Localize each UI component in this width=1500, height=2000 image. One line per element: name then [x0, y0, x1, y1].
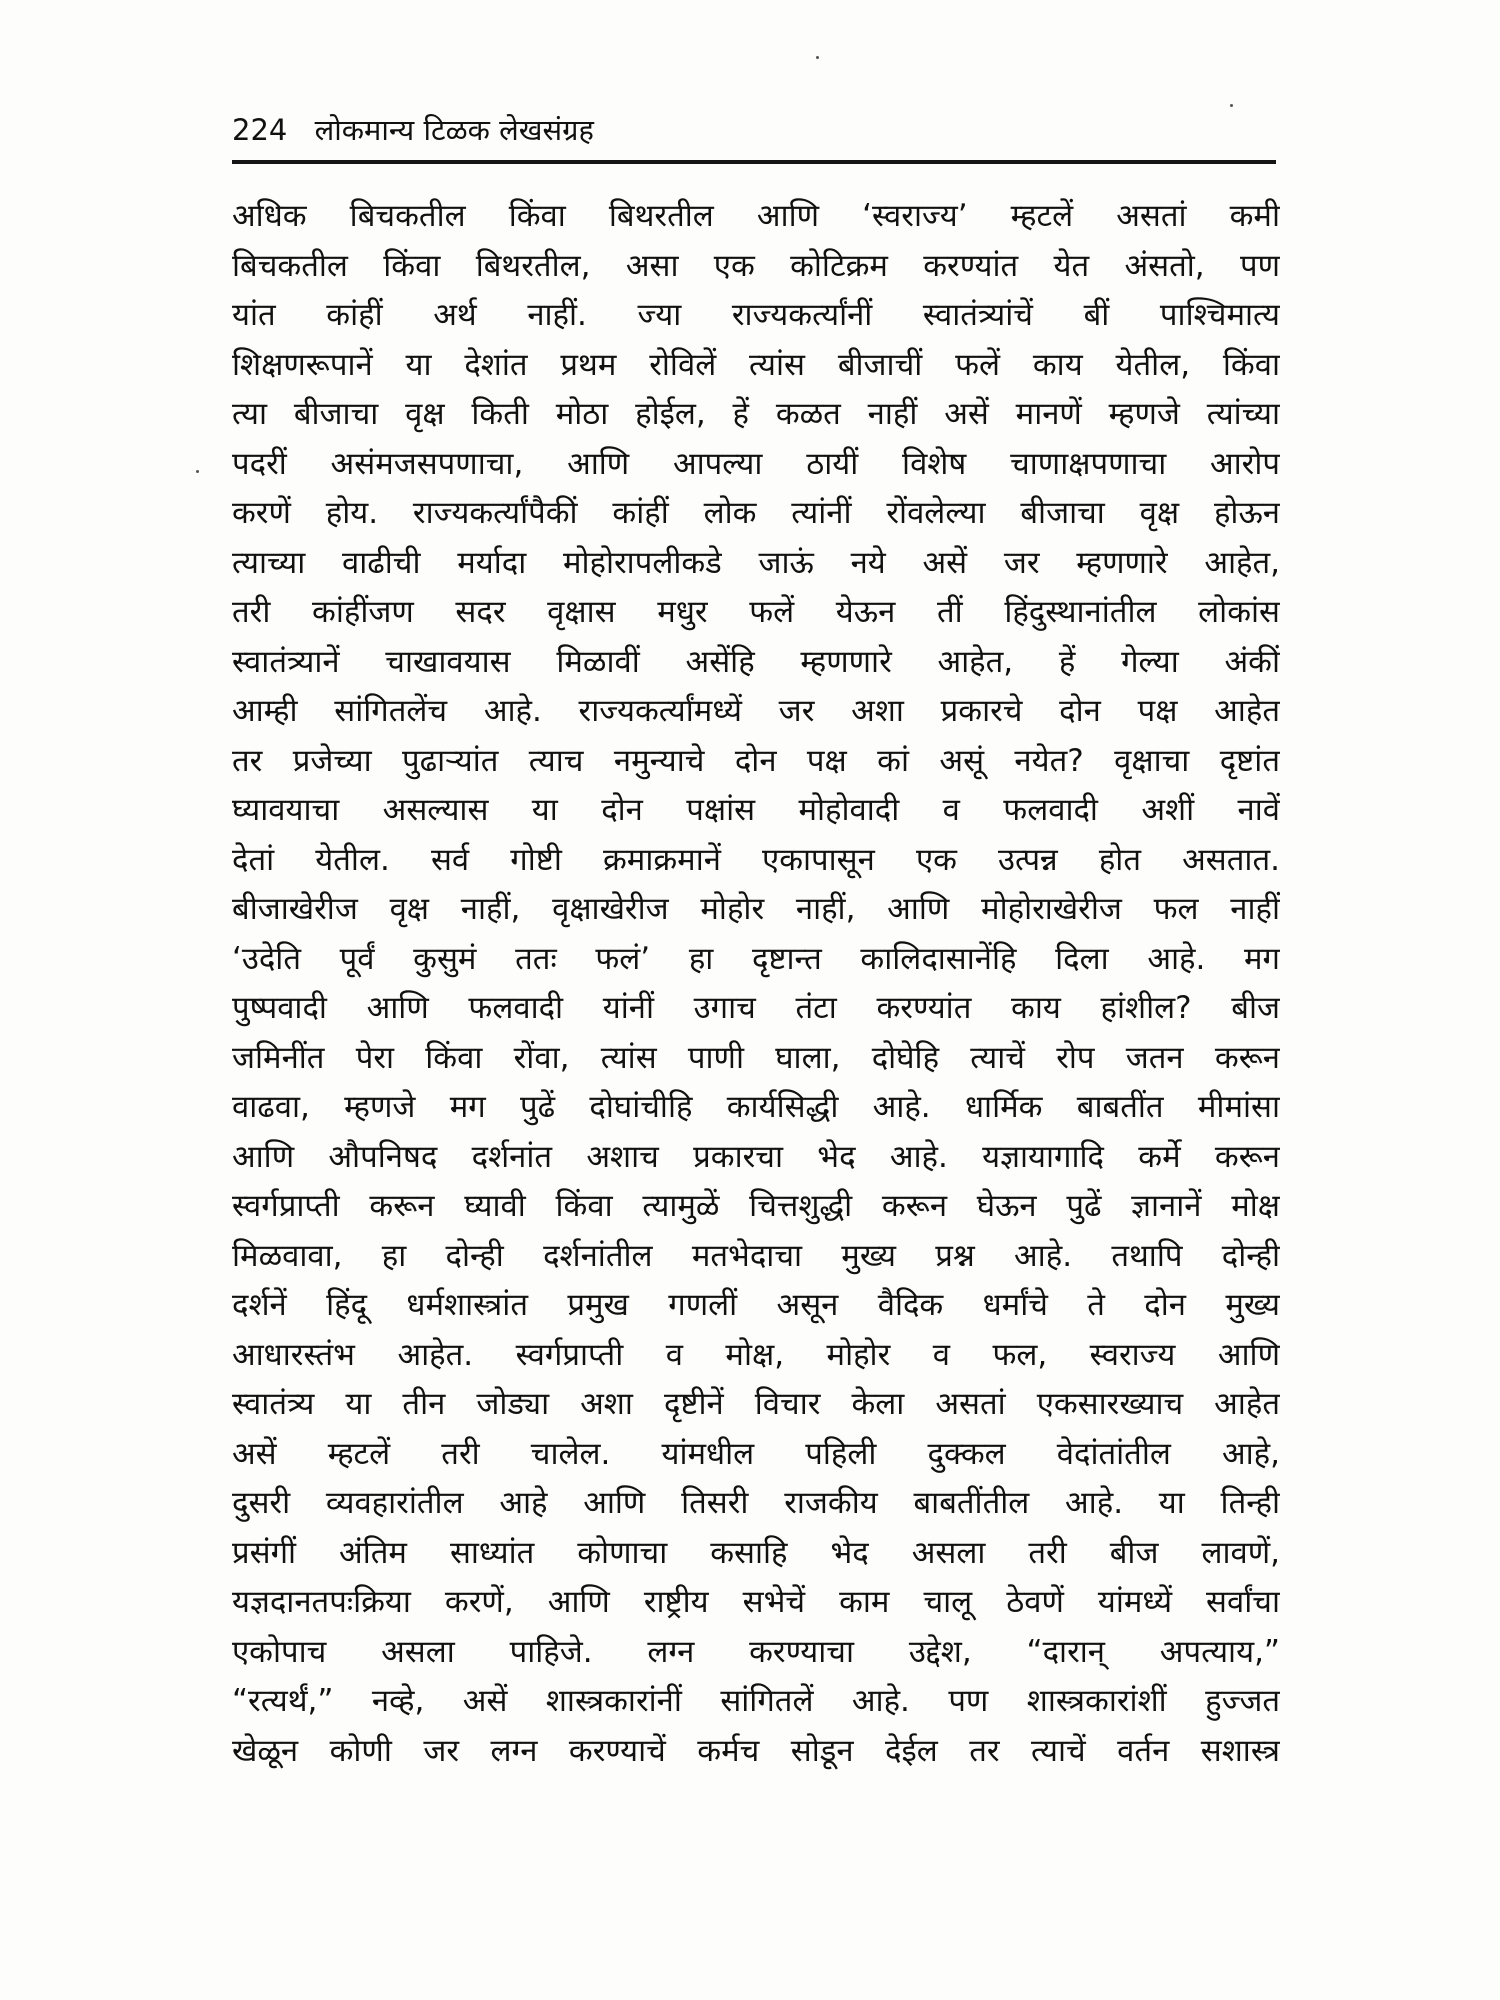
text-line: दुसरी व्यवहारांतील आहे आणि तिसरी राजकीय बाबतींतील आहे. या तिन्ही — [232, 1485, 1280, 1521]
running-title: लोकमान्य टिळक लेखसंग्रह — [314, 113, 594, 147]
body-text — [232, 192, 1280, 1776]
text-line: पुष्पवादी आणि फलवादी यांनीं उगाच तंटा करण्यांत काय हांशील? बीज — [232, 990, 1280, 1026]
text-line: आधारस्तंभ आहेत. स्वर्गप्राप्ती व मोक्ष, मोहोर व फल, स्वराज्य आणि — [232, 1336, 1280, 1373]
print-speck — [196, 470, 199, 473]
text-line: एकोपाच असला पाहिजे. लग्न करण्याचा उद्देश, “दारान् अपत्याय,” — [232, 1633, 1280, 1670]
text-line: वाढवा, म्हणजे मग पुढें दोघांचीहि कार्यसिद्धी आहे. धार्मिक बाबतींत मीमांसा — [232, 1089, 1280, 1125]
text-line: अधिक बिचकतील किंवा बिथरतील आणि ‘स्वराज्य’ म्हटलें असतां कमी — [232, 198, 1280, 234]
page-header — [232, 104, 1264, 156]
text-line: त्या बीजाचा वृक्ष किती मोठा होईल, हें कळत नाहीं असें मानणें म्हणजे त्यांच्या — [232, 396, 1280, 432]
text-line: स्वातंत्र्य या तीन जोड्या अशा दृष्टीनें विचार केला असतां एकसारख्याच आहेत — [232, 1386, 1280, 1422]
text-line: घ्यावयाचा असल्यास या दोन पक्षांस मोहोवादी व फलवादी अशीं नावें — [232, 792, 1280, 828]
text-line: आणि औपनिषद दर्शनांत अशाच प्रकारचा भेद आहे. यज्ञायागादि कर्मे करून — [232, 1138, 1280, 1175]
text-line: बिचकतील किंवा बिथरतील, असा एक कोटिक्रम करण्यांत येत अंसतो, पण — [232, 247, 1280, 284]
text-line: देतां येतील. सर्व गोष्टी क्रमाक्रमानें एकापासून एक उत्पन्न होत असतात. — [232, 841, 1280, 878]
text-line: करणें होय. राज्यकर्त्यांपैकीं कांहीं लोक त्यांनीं रोंवलेल्या बीजाचा वृक्ष होऊन — [232, 495, 1280, 531]
text-line: प्रसंगीं अंतिम साध्यांत कोणाचा कसाहि भेद असला तरी बीज लावणें, — [232, 1534, 1280, 1571]
text-line: जमिनींत पेरा किंवा रोंवा, त्यांस पाणी घाला, दोघेहि त्याचें रोप जतन करून — [232, 1039, 1280, 1076]
text-line: त्याच्या वाढीची मर्यादा मोहोरापलीकडे जाऊं नये असें जर म्हणणारे आहेत, — [232, 544, 1280, 581]
text-line: ‘उदेति पूर्वं कुसुमं ततः फलं’ हा दृष्टान्त कालिदासानेंहि दिला आहे. मग — [232, 940, 1280, 977]
text-line: तर प्रजेच्या पुढाऱ्यांत त्याच नमुन्याचे दोन पक्ष कां असूं नयेत? वृक्षाचा दृष्टांत — [232, 742, 1280, 779]
text-line: शिक्षणरूपानें या देशांत प्रथम रोविलें त्यांस बीजाचीं फलें काय येतील, किंवा — [232, 346, 1280, 383]
text-line: खेळून कोणी जर लग्न करण्याचें कर्मच सोडून देईल तर त्याचें वर्तन सशास्त्र — [232, 1732, 1280, 1769]
header-rule — [232, 160, 1276, 164]
text-line: स्वर्गप्राप्ती करून घ्यावी किंवा त्यामुळें चित्तशुद्धी करून घेऊन पुढें ज्ञानानें मोक्ष — [232, 1188, 1280, 1224]
text-line: दर्शनें हिंदू धर्मशास्त्रांत प्रमुख गणलीं असून वैदिक धर्मांचे ते दोन मुख्य — [232, 1287, 1280, 1323]
text-line: आम्ही सांगितलेंच आहे. राज्यकर्त्यांमध्यें जर अशा प्रकारचे दोन पक्ष आहेत — [232, 693, 1280, 729]
text-line: “रत्यर्थं,” नव्हे, असें शास्त्रकारांनीं सांगितलें आहे. पण शास्त्रकारांशीं हुज्जत — [232, 1683, 1280, 1719]
print-speck — [816, 56, 819, 59]
text-line: यज्ञदानतपःक्रिया करणें, आणि राष्ट्रीय सभेचें काम चालू ठेवणें यांमध्यें सर्वांचा — [232, 1584, 1280, 1620]
text-line: पदरीं असंमजसपणाचा, आणि आपल्या ठायीं विशेष चाणाक्षपणाचा आरोप — [232, 445, 1280, 482]
text-line: तरी कांहींजण सदर वृक्षास मधुर फलें येऊन तीं हिंदुस्थानांतील लोकांस — [232, 594, 1280, 630]
text-line: असें म्हटलें तरी चालेल. यांमधील पहिली दुक्कल वेदांतांतील आहे, — [232, 1435, 1280, 1472]
text-line: स्वातंत्र्यानें चाखावयास मिळावीं असेंहि म्हणणारे आहेत, हें गेल्या अंकीं — [232, 643, 1280, 680]
text-line: मिळवावा, हा दोन्ही दर्शनांतील मतभेदाचा मुख्य प्रश्न आहे. तथापि दोन्ही — [232, 1237, 1280, 1274]
text-line: बीजाखेरीज वृक्ष नाहीं, वृक्षाखेरीज मोहोर नाहीं, आणि मोहोराखेरीज फल नाहीं — [232, 891, 1280, 927]
page-number: 224 — [232, 113, 288, 147]
text-line: यांत कांहीं अर्थ नाहीं. ज्या राज्यकर्त्यांनीं स्वातंत्र्यांचें बीं पाश्चिमात्य — [232, 297, 1280, 333]
